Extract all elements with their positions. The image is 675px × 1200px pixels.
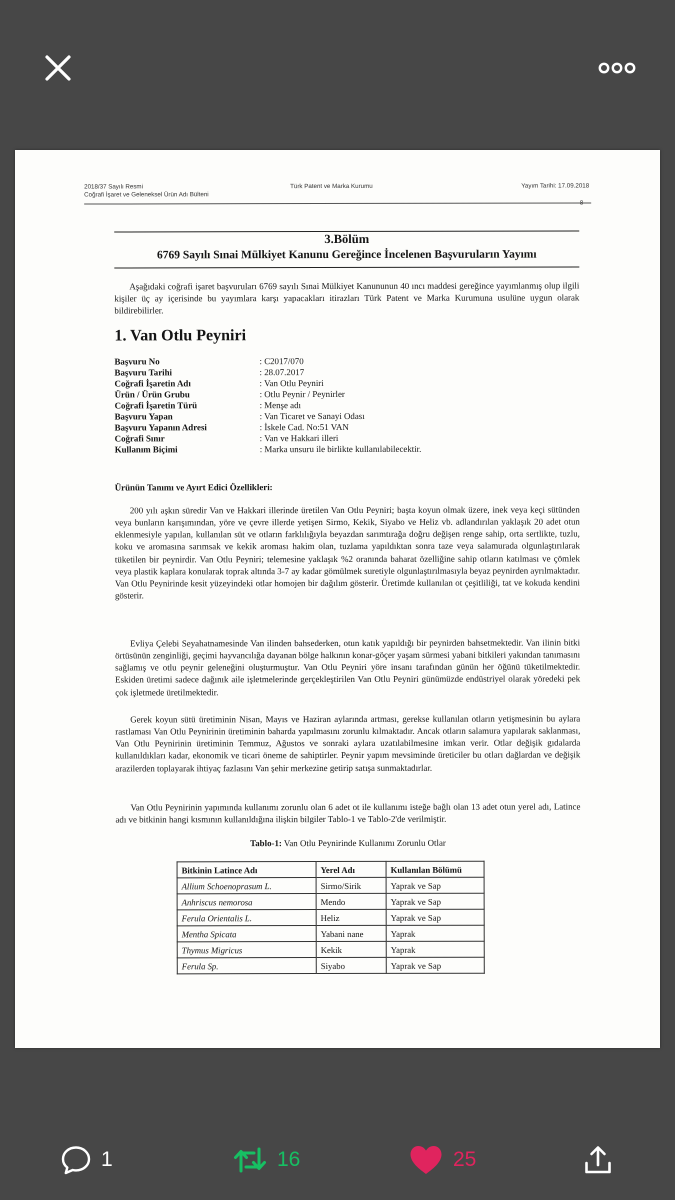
table-caption-text: Van Otlu Peynirinde Kullanımı Zorunlu Otlar bbox=[281, 837, 446, 849]
reply-icon bbox=[60, 1144, 92, 1176]
body-paragraph: 200 yılı aşkın süredir Van ve Hakkari illerinde üretilen Van Otlu Peyniri; başta koyun olmak üzere, inek veya keçi sütünden veya bunların karışımından, yöre ve çevre illerde yetişen Sirmo, Kekik, Siyabo ve Heliz vb. adlandırılan yaklaşık 20 adet otun eklenmesiyle yapılan, kullanılan süt ve otların farklılığıyla beyazdan sarımtırağa doğru değişen renge sahip, orta sertlikte, tuzlu, koku ve aromasına sarımsak ve kekik aroması hakim olan, tuzlama yapıldıktan sonra taze veya salamurada olgunlaştırılarak tüketilen bir peynirdir. Van Otlu Peyniri; telemesine yaklaşık %2 oranında baharat özelliğine sahip otların katılması ve çömlek veya plastik kaplara konularak toprak altında 3-7 ay kadar gömülmek suretiyle olgunlaştırılmasıyla beyaz peynirden ayrılmaktadır. Van Otlu Peynirinde kesit yüzeyindeki otlar homojen bir dağılım gösterir. Üretimde kullanılan ot çeşitliliği, tat ve kokuda kendini gösterir. bbox=[114, 504, 580, 601]
table-row bbox=[177, 877, 484, 894]
body-paragraph: Gerek koyun sütü üretiminin Nisan, Mayıs ve Haziran aylarında artması, gerekse kullanılan otların yetişmesinin bu aylara rastlaması Van Otlu Peynirinin üretiminin baharda yapılmasını zorunlu kılmaktadır. Ancak otların salamura yapılarak saklanması, Van Otlu Peynirinin üretiminin Temmuz, Ağustos ve sonraki aylara uzatılabilmesine imkan verir. Otlar değişik gıdalarda kullanıldıkları kadar, ekonomik ve ticari öneme de sahiptirler. Peynir yapım mevsiminde üreticiler bu otları dağlardan ve değişik arazilerden toplayarak ihtiyaç fazlasını Van şehir merkezine getirip satışa sunmaktadırlar. bbox=[115, 713, 581, 774]
latin-name: Allium Schoenoprasum L. bbox=[181, 880, 272, 891]
column-header: Yerel Adı bbox=[316, 861, 386, 877]
bulletin-issue: 2018/37 Sayılı Resmi bbox=[84, 183, 143, 191]
used-part: Yaprak bbox=[386, 941, 484, 957]
table-row bbox=[177, 941, 484, 958]
latin-name: Ferula Sp. bbox=[181, 960, 219, 971]
retweet-button[interactable] bbox=[232, 1143, 300, 1177]
body-paragraph: Van Otlu Peynirinin yapımında kullanımı zorunlu olan 6 adet ot ile kullanımı isteğe bağlı olan 13 adet otun yerel adı, Latince adı ve bitkinin hangi kısmının kullanıldığına ilişkin bilgiler Tablo-1 ve Tablo-2'de verilmiştir. bbox=[115, 801, 581, 825]
column-header: Kullanılan Bölümü bbox=[386, 861, 484, 877]
retweet-count: 16 bbox=[277, 1148, 301, 1171]
local-name: Sirmo/Sirik bbox=[316, 877, 386, 893]
used-part: Yaprak ve Sap bbox=[386, 957, 484, 973]
section-title: 6769 Sayılı Sınai Mülkiyet Kanunu Gereğince İncelenen Başvuruların Yayımı bbox=[156, 248, 537, 262]
bulletin-name: Coğrafi İşaret ve Geleneksel Ürün Adı Bülteni bbox=[84, 191, 209, 199]
field-value: : Van Otlu Peyniri bbox=[259, 378, 324, 389]
field-value: : Van Ticaret ve Sanayi Odası bbox=[259, 410, 365, 422]
field-value: : Otlu Peynir / Peynirler bbox=[259, 388, 345, 400]
local-name: Siyabo bbox=[316, 957, 386, 973]
like-count: 25 bbox=[453, 1148, 477, 1171]
table-caption bbox=[116, 837, 581, 848]
local-name: Kekik bbox=[316, 941, 386, 957]
local-name: Heliz bbox=[316, 909, 386, 925]
field-value: : İskele Cad. No:51 VAN bbox=[259, 421, 349, 433]
reply-count: 1 bbox=[101, 1148, 113, 1171]
field-label: Başvuru Tarihi bbox=[114, 367, 173, 378]
document-image[interactable] bbox=[15, 150, 660, 1048]
field-label: Başvuru Yapanın Adresi bbox=[114, 422, 207, 433]
latin-name: Ferula Orientalis L. bbox=[181, 912, 252, 923]
field-label: Coğrafi İşaretin Türü bbox=[114, 400, 198, 411]
entry-title: 1. Van Otlu Peyniri bbox=[114, 327, 247, 345]
used-part: Yaprak ve Sap bbox=[386, 877, 484, 893]
used-part: Yaprak bbox=[386, 925, 484, 941]
share-button[interactable] bbox=[582, 1143, 614, 1177]
field-label: Başvuru Yapan bbox=[114, 411, 173, 422]
local-name: Mendo bbox=[316, 893, 386, 909]
local-name: Yabani nane bbox=[316, 925, 386, 941]
table-row bbox=[177, 893, 484, 910]
used-part: Yaprak ve Sap bbox=[386, 909, 484, 925]
document-page bbox=[15, 150, 660, 1048]
section-number: 3.Bölüm bbox=[324, 231, 370, 247]
close-icon[interactable] bbox=[40, 50, 76, 86]
table-header-row bbox=[177, 861, 484, 878]
table-row bbox=[177, 925, 484, 942]
herbs-table bbox=[177, 861, 485, 975]
field-label: Kullanım Biçimi bbox=[114, 444, 178, 455]
field-value: : Van ve Hakkari illeri bbox=[259, 432, 339, 444]
page-number: 8 bbox=[579, 200, 584, 207]
more-icon[interactable] bbox=[598, 58, 636, 78]
field-label: Başvuru No bbox=[114, 356, 160, 367]
field-value: : Menşe adı bbox=[259, 400, 302, 411]
institution-name: Türk Patent ve Marka Kurumu bbox=[290, 182, 373, 191]
column-header: Bitkinin Latince Adı bbox=[177, 862, 316, 878]
field-label: Ürün / Ürün Grubu bbox=[114, 389, 190, 400]
description-heading: Ürünün Tanımı ve Ayırt Edici Özellikleri: bbox=[114, 482, 273, 493]
field-value: : Marka unsuru ile birlikte kullanılabilecektir. bbox=[259, 443, 422, 455]
like-button[interactable] bbox=[408, 1143, 476, 1177]
field-label: Coğrafi Sınır bbox=[114, 433, 165, 444]
publication-date: Yayım Tarihi: 17.09.2018 bbox=[521, 182, 590, 190]
header-divider bbox=[84, 200, 591, 207]
latin-name: Thymus Migricus bbox=[181, 944, 243, 955]
field-value: : 28.07.2017 bbox=[259, 367, 305, 378]
intro-paragraph: Aşağıdaki coğrafi işaret başvuruları 6769 sayılı Sınai Mülkiyet Kanununun 40 ıncı maddesi gereğince yayımlanmış olup ilgili kişiler üç ay içerisinde bu yayımlara karşı yapacakları itirazları Türk Patent ve Marka Kurumuna usulüne uygun olarak bildirebilirler. bbox=[114, 280, 580, 316]
share-icon bbox=[582, 1144, 614, 1176]
reply-button[interactable] bbox=[60, 1143, 113, 1177]
latin-name: Mentha Spicata bbox=[181, 928, 237, 939]
media-viewer-top-bar bbox=[0, 0, 675, 140]
table-row bbox=[177, 909, 484, 926]
table-caption-label: Tablo-1: bbox=[250, 838, 282, 849]
bulletin-header-left bbox=[84, 183, 209, 199]
heart-icon bbox=[408, 1144, 444, 1176]
latin-name: Anhriscus nemorosa bbox=[181, 896, 253, 907]
used-part: Yaprak ve Sap bbox=[386, 893, 484, 909]
field-value: : C2017/070 bbox=[259, 356, 304, 367]
table-row bbox=[177, 957, 484, 974]
section-rule-bottom bbox=[114, 266, 579, 268]
field-label: Coğrafi İşaretin Adı bbox=[114, 378, 191, 389]
retweet-icon bbox=[232, 1144, 268, 1176]
body-paragraph: Evliya Çelebi Seyahatnamesinde Van ilinden bahsederken, otun katık yapıldığı bir peynirden bahsetmektedir. Van ilinin bitki örtüsünün zenginliği, geçimi hayvancılığa dayanan bölge halkının konar-göçer yaşam sürmesi yabani bitkileri yakından tanımasını sağlamış ve otlu peynir geleneğini oluşturmuştur. Van Otlu Peyniri yöre insanı tarafından günün her öğünü tüketilmektedir. Eskiden üretimi sadece dağınık aile işletmelerinde gerçekleştirilen Van Otlu Peyniri günümüzde endüstriyel olarak yöredeki pek çok işletmede üretilmektedir. bbox=[115, 637, 581, 698]
